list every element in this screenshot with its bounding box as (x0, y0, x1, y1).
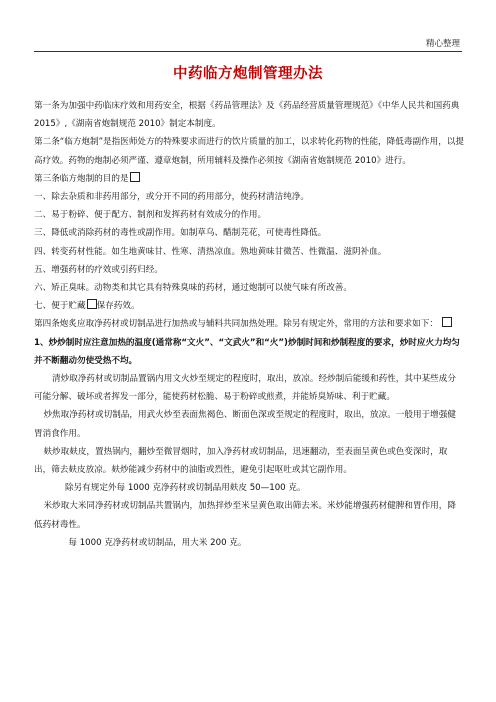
paragraph-article-3 (34, 170, 464, 188)
list-item-5: 五、增强药材的疗效或引药归经。 (34, 264, 163, 275)
paragraph-stir-fry: 1、炒炒制时应注意加热的温度(通常称“文火”、“文武火”和“火”)炒制时间和炒制程度的要求，炒时应火力均匀并不断翻动勿使受热不均。 (34, 337, 460, 366)
paragraph-article-4 (34, 315, 464, 333)
paragraph-article-1: 第一条为加强中药临床疗效和用药安全，根据《药品管理法》及《药品经营质量管理规范》《中华人民共和国药典 2015》,《湖南省炮制规范 2010》制定本制度。 (34, 101, 460, 130)
header-note: 精心整理 (425, 39, 460, 49)
document-body (34, 97, 464, 552)
paragraph-rice-fry: 米炒取大米同净药材或切制品共置锅内，加热拌炒至米呈黄色取出筛去米。米炒能增强药材健脾和胃作用，降低药材毒性。 (34, 501, 456, 530)
list-item-1: 一、除去杂质和非药用部分，或分开不同的药用部分，使药材清洁纯净。 (34, 192, 310, 203)
paragraph-scorch-fry: 炒焦取净药材或切制品，用武火炒至表面焦褐色、断面色深或至规定的程度时，取出，放凉。一般用于增强健胃消食作用。 (34, 410, 456, 439)
document-title: 中药临方炮制管理办法 (173, 66, 323, 82)
list-item-7 (34, 297, 464, 315)
list-item-6: 六、矫正臭味。动物类和其它具有特殊臭味的药材，通过炮制可以使气味有所改善。 (34, 283, 352, 294)
paragraph-bran-dosage: 除另有规定外每 1000 克净药材或切制品用麸皮 50—100 克。 (64, 483, 306, 494)
list-item-7-text-a: 七、便于贮藏 (34, 301, 86, 312)
paragraph-bran-fry: 麸炒取麸皮，置热锅内，翻炒至微冒烟时，加入净药材或切制品，迅速翻动，至表面呈黄色或色变深时，取出，筛去麸皮放凉。麸炒能减少药材中的油脂或烈性，避免引起呕吐或其它副作用。 (34, 446, 448, 476)
paragraph-article-2: 第二条“临方炮制”是指医师处方的特殊要求而进行的饮片质量的加工，以求转化药物的性能，降低毒副作用，以提高疗效。药物的炮制必须严谨、遵章炮制，所用辅料及操作必须按《湖南省炮制规范 2010》进行。 (34, 137, 465, 166)
checkbox-glyph-icon (130, 172, 140, 182)
paragraph-rice-dosage: 每 1000 克净药材或切制品，用大米 200 克。 (68, 537, 247, 548)
paragraph-article-4-text: 第四条炮炙应取净药材或切制品进行加热或与辅料共同加热处理。除另有规定外，常用的方法和要求如下： (34, 319, 438, 330)
checkbox-glyph-icon (442, 317, 452, 327)
list-item-4: 四、转变药材性能。如生地黄味甘、性寒、清热凉血。熟地黄味甘微苦、性微温、滋阴补血。 (34, 246, 387, 257)
list-item-7-text-b: 保存药效。 (96, 301, 140, 312)
paragraph-plain-stir-fry: 清炒取净药材或切制品置锅内用文火炒至规定的程度时，取出，放凉。经炒制后能缓和药性，其中某些成分可能分解、破坏或者挥发一部分，能使药材松脆、易于粉碎或煎煮，并能矫臭矫味、利于贮藏。 (34, 374, 456, 403)
paragraph-article-3-text: 第三条临方炮制的目的是 (34, 173, 129, 184)
list-item-2: 二、易于粉碎、便于配方、制剂和发挥药材有效成分的作用。 (34, 210, 267, 221)
list-item-3: 三、降低或消除药材的毒性或副作用。如制草乌、醋制芫花，可使毒性降低。 (34, 228, 327, 239)
header-divider (34, 51, 462, 52)
checkbox-glyph-icon (87, 299, 97, 309)
